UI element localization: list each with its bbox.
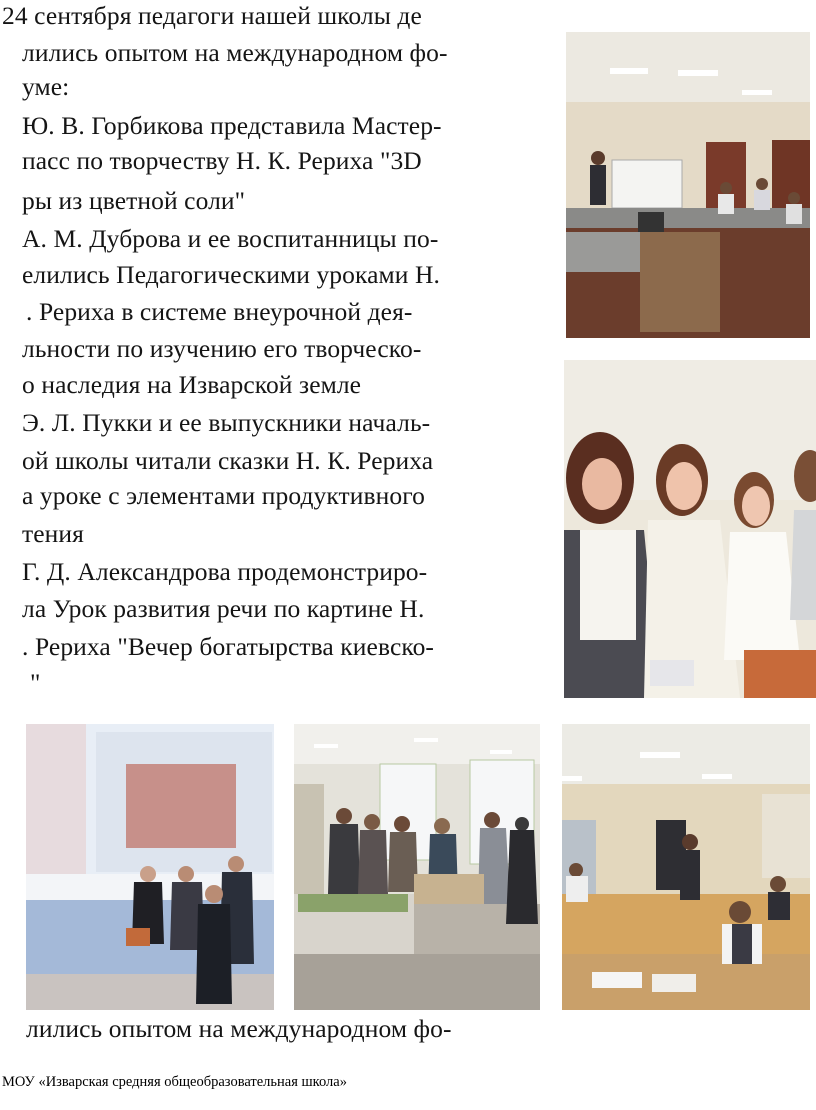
stage-photo <box>26 724 274 1010</box>
article-line: ой школы читали сказки Н. К. Рериха <box>22 446 434 475</box>
article-line: а уроке с элементами продуктивного <box>22 481 426 510</box>
article-line: лились опытом на международном фо- <box>22 38 448 67</box>
article-line: Ю. В. Горбикова представила Мастер- <box>22 111 442 140</box>
article-line: льности по изучению его творческо- <box>22 334 422 363</box>
article-line: ры из цветной соли" <box>22 186 246 215</box>
article-line: " <box>30 668 41 697</box>
classroom-photo <box>566 32 810 338</box>
article-line: елились Педагогическими уроками Н. <box>22 260 440 289</box>
article-line: А. М. Дуброва и ее воспитанницы по- <box>22 224 439 253</box>
article-line: . Рериха в системе внеурочной дея- <box>26 297 413 326</box>
article-line: Г. Д. Александрова продемонстриро- <box>22 557 428 586</box>
exhibition-photo <box>294 724 540 1010</box>
article-line: . Рериха "Вечер богатырства киевско- <box>22 632 435 661</box>
article-bottom-line: лились опытом на международном фо- <box>26 1014 452 1043</box>
article-line: о наследия на Изварской земле <box>22 370 362 399</box>
article-line: пасс по творчеству Н. К. Рериха "3D <box>22 146 422 175</box>
students-photo <box>564 360 816 698</box>
article-line: тения <box>22 519 84 548</box>
article-line: уме: <box>22 72 70 101</box>
article-line: Э. Л. Пукки и ее выпускники началь- <box>22 408 431 437</box>
article-line: ла Урок развития речи по картине Н. <box>22 594 425 623</box>
lesson-photo <box>562 724 810 1010</box>
article-line: 24 сентября педагоги нашей школы де <box>2 1 422 30</box>
footer-school-name: МОУ «Изварская средняя общеобразовательная школа» <box>2 1074 347 1090</box>
